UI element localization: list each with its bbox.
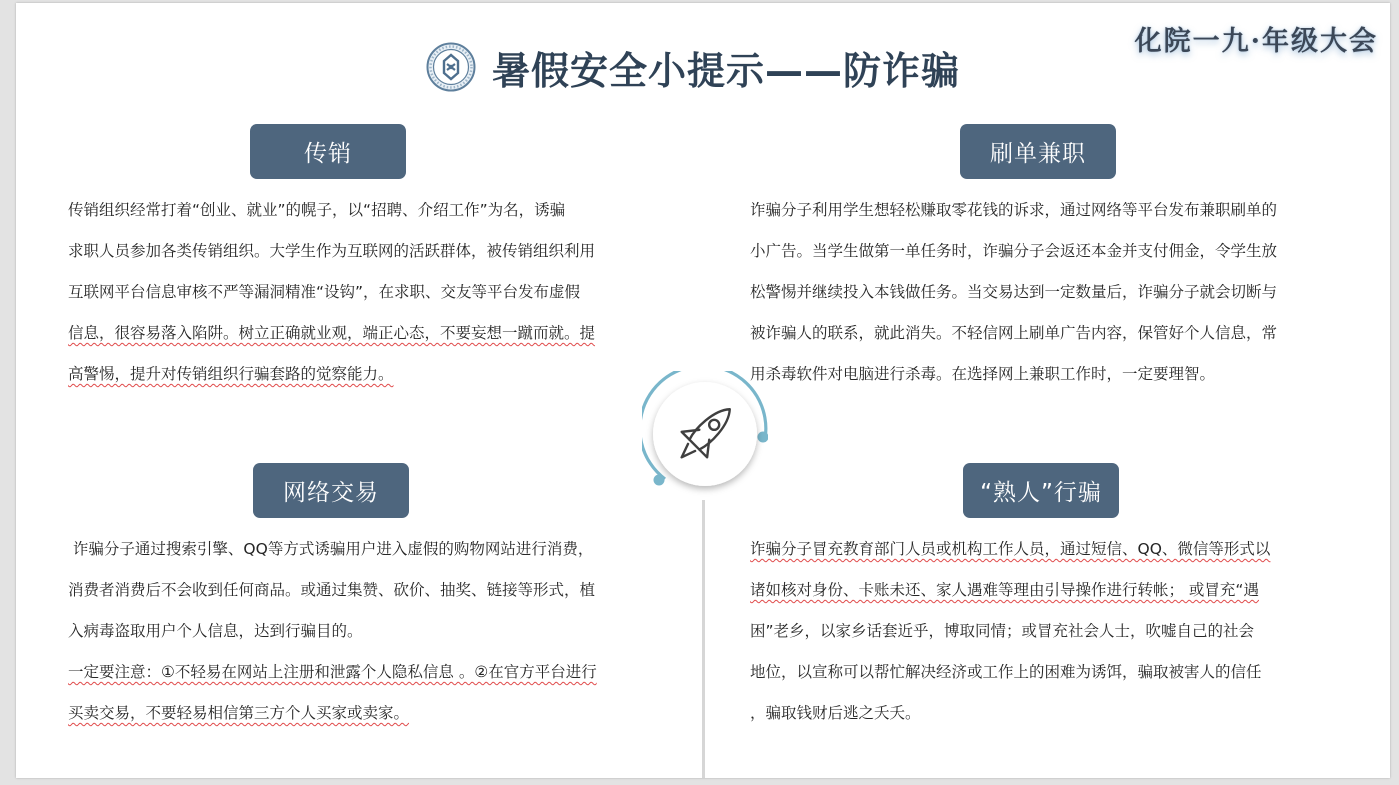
slide-canvas (16, 3, 1390, 778)
text-line: ，骗取钱财后逃之夭夭。 (750, 704, 921, 722)
text-line: 困”老乡，以家乡话套近乎，博取同情；或冒充社会人士，吹嘘自己的社会 (750, 622, 1255, 640)
section-pyramid-text (68, 190, 656, 395)
text-line: 消费者消费后不会收到任何商品。或通过集赞、砍价、抽奖、链接等形式，植 (68, 581, 596, 599)
ring-dot-right (758, 432, 769, 443)
text-line: 松警惕并继续投入本钱做任务。当交易达到一定数量后，诈骗分子就会切断与 (750, 283, 1278, 301)
text-line: 地位，以宣称可以帮忙解决经济或工作上的困难为诱饵，骗取被害人的信任 (750, 663, 1262, 681)
text-line: 互联网平台信息审核不严等漏洞精准“设钩”，在求职、交友等平台发布虚假 (68, 283, 581, 301)
text-line: 入病毒盗取用户个人信息，达到行骗目的。 (68, 622, 363, 640)
section-acquaintance-text (750, 529, 1338, 734)
text-line: 被诈骗人的联系，就此消失。不轻信网上刷单广告内容，保管好个人信息，常 (750, 324, 1278, 342)
text-line: 求职人员参加各类传销组织。大学生作为互联网的活跃群体，被传销组织利用 (68, 242, 596, 260)
text-line: 诈骗分子通过搜索引擎、QQ等方式诱骗用户进入虚假的购物网站进行消费， (68, 540, 594, 558)
tag-online-trading: 网络交易 (253, 463, 409, 518)
text-line: 买卖交易，不要轻易相信第三方个人买家或卖家。 (68, 704, 410, 722)
tag-pyramid-scheme: 传销 (250, 124, 406, 179)
page-title: 暑假安全小提示——防诈骗 (492, 48, 961, 93)
hub-disc (653, 382, 757, 486)
text-line: 用杀毒软件对电脑进行杀毒。在选择网上兼职工作时，一定要理智。 (750, 365, 1216, 383)
center-divider (702, 500, 705, 778)
slide-header (426, 37, 960, 97)
school-seal-icon (426, 42, 476, 92)
center-hub (642, 371, 768, 497)
text-line: 信息，很容易落入陷阱。树立正确就业观，端正心态，不要妄想一蹴而就。提 (68, 324, 596, 342)
text-line: 一定要注意：①不轻易在网站上注册和泄露个人隐私信息 。②在官方平台进行 (68, 663, 597, 681)
text-line: 诈骗分子冒充教育部门人员或机构工作人员，通过短信、QQ、微信等形式以 (750, 540, 1271, 558)
section-brushing-text (750, 190, 1338, 395)
ring-dot-left (654, 475, 665, 486)
section-online-text (68, 529, 658, 734)
text-line: 诸如核对身份、卡账未还、家人遇难等理由引导操作进行转帐； 或冒充“遇 (750, 581, 1259, 599)
text-line: 诈骗分子利用学生想轻松赚取零花钱的诉求，通过网络等平台发布兼职刷单的 (750, 201, 1278, 219)
text-line: 传销组织经常打着“创业、就业”的幌子，以“招聘、介绍工作”为名，诱骗 (68, 201, 566, 219)
brand-watermark: 化院一九·年级大会 (1134, 26, 1378, 57)
text-line: 小广告。当学生做第一单任务时，诈骗分子会返还本金并支付佣金，令学生放 (750, 242, 1278, 260)
text-line: 高警惕，提升对传销组织行骗套路的觉察能力。 (68, 365, 394, 383)
tag-acquaintance-scam: “熟人”行骗 (963, 463, 1119, 518)
tag-brushing-job: 刷单兼职 (960, 124, 1116, 179)
